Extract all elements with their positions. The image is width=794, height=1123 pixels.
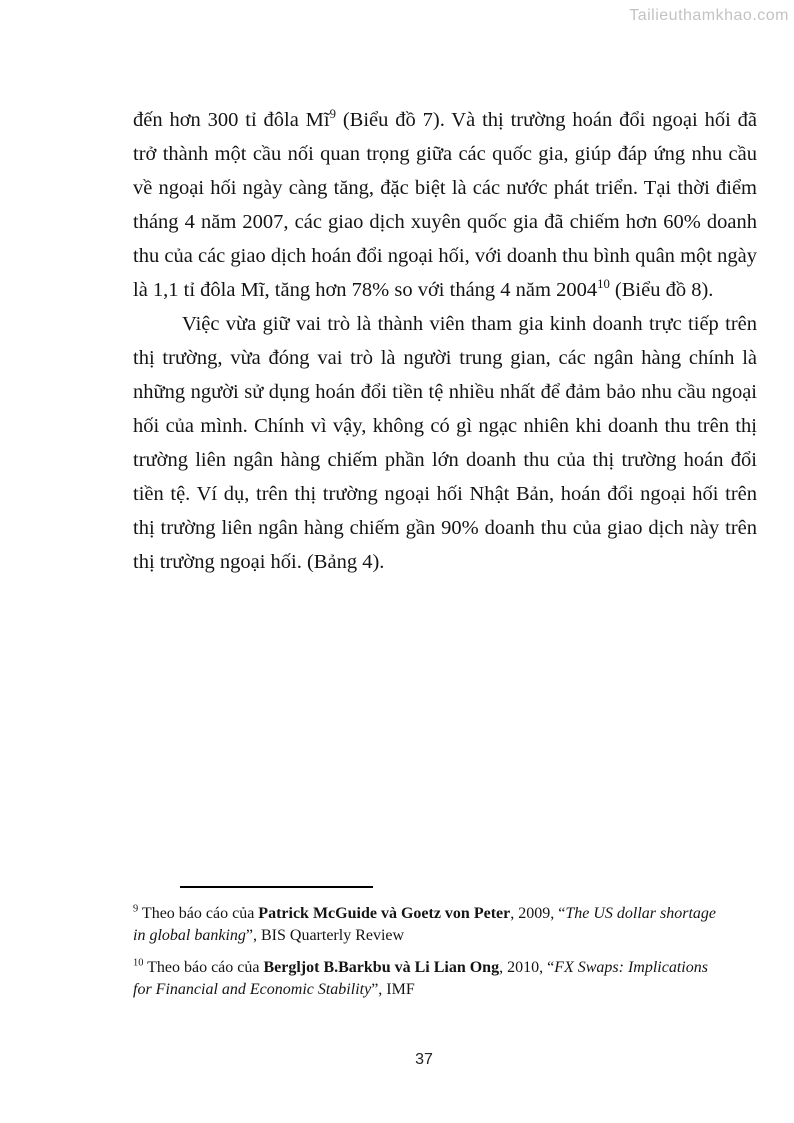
- footnote: [133, 957, 718, 1001]
- text-segment: Patrick McGuide và Goetz von Peter: [258, 905, 511, 922]
- text-segment: , 2009, “: [510, 905, 566, 922]
- superscript-reference: 9: [329, 107, 336, 122]
- body-text: [133, 103, 757, 579]
- footnote-separator: [180, 886, 373, 888]
- footnote-marker: 9: [133, 903, 139, 915]
- footnote: [133, 903, 718, 947]
- text-segment: FX Swaps: Implications for Financial and Economic Stability: [133, 959, 708, 998]
- text-segment: , 2010, “: [499, 959, 555, 976]
- text-segment: Theo báo cáo của: [138, 905, 259, 922]
- watermark: Tailieuthamkhao.com: [629, 7, 789, 24]
- paragraph: [133, 103, 757, 307]
- text-segment: Bergljot B.Barkbu và Li Lian Ong: [263, 959, 500, 976]
- paragraph: [133, 307, 757, 579]
- text-segment: The US dollar shortage in global banking: [133, 905, 716, 944]
- superscript-reference: 10: [597, 277, 610, 292]
- footnotes: [133, 903, 718, 1011]
- text-segment: Việc vừa giữ vai trò là thành viên tham gia kinh doanh trực tiếp trên thị trường, vừa đóng vai trò là người trung gian, các ngân hàng chính là những người sử dụng hoán đổi tiền tệ nhiều nhất để đảm bảo nhu cầu ngoại hối của mình. Chính vì vậy, không có gì ngạc nhiên khi doanh thu trên thị trường liên ngân hàng chiếm phần lớn doanh thu của thị trường hoán đổi tiền tệ. Ví dụ, trên thị trường ngoại hối Nhật Bản, hoán đổi ngoại hối trên thị trường liên ngân hàng chiếm gần 90% doanh thu của giao dịch này trên thị trường ngoại hối. (Bảng 4).: [133, 313, 757, 573]
- text-segment: ”, IMF: [371, 981, 415, 998]
- page-number: 37: [415, 1051, 433, 1068]
- text-segment: đến hơn 300 tỉ đôla Mĩ: [133, 109, 330, 131]
- text-segment: ”, BIS Quarterly Review: [245, 927, 405, 944]
- text-segment: (Biểu đồ 7). Và thị trường hoán đổi ngoại hối đã trở thành một cầu nối quan trọng giữa các quốc gia, giúp đáp ứng nhu cầu về ngoại hối ngày càng tăng, đặc biệt là các nước phát triển. Tại thời điểm tháng 4 năm 2007, các giao dịch xuyên quốc gia đã chiếm hơn 60% doanh thu của các giao dịch hoán đổi ngoại hối, với doanh thu bình quân một ngày là 1,1 tỉ đôla Mĩ, tăng hơn 78% so với tháng 4 năm 2004: [133, 109, 757, 301]
- text-segment: Theo báo cáo của: [143, 959, 264, 976]
- text-segment: (Biểu đồ 8).: [609, 279, 714, 301]
- footnote-marker: 10: [133, 957, 144, 969]
